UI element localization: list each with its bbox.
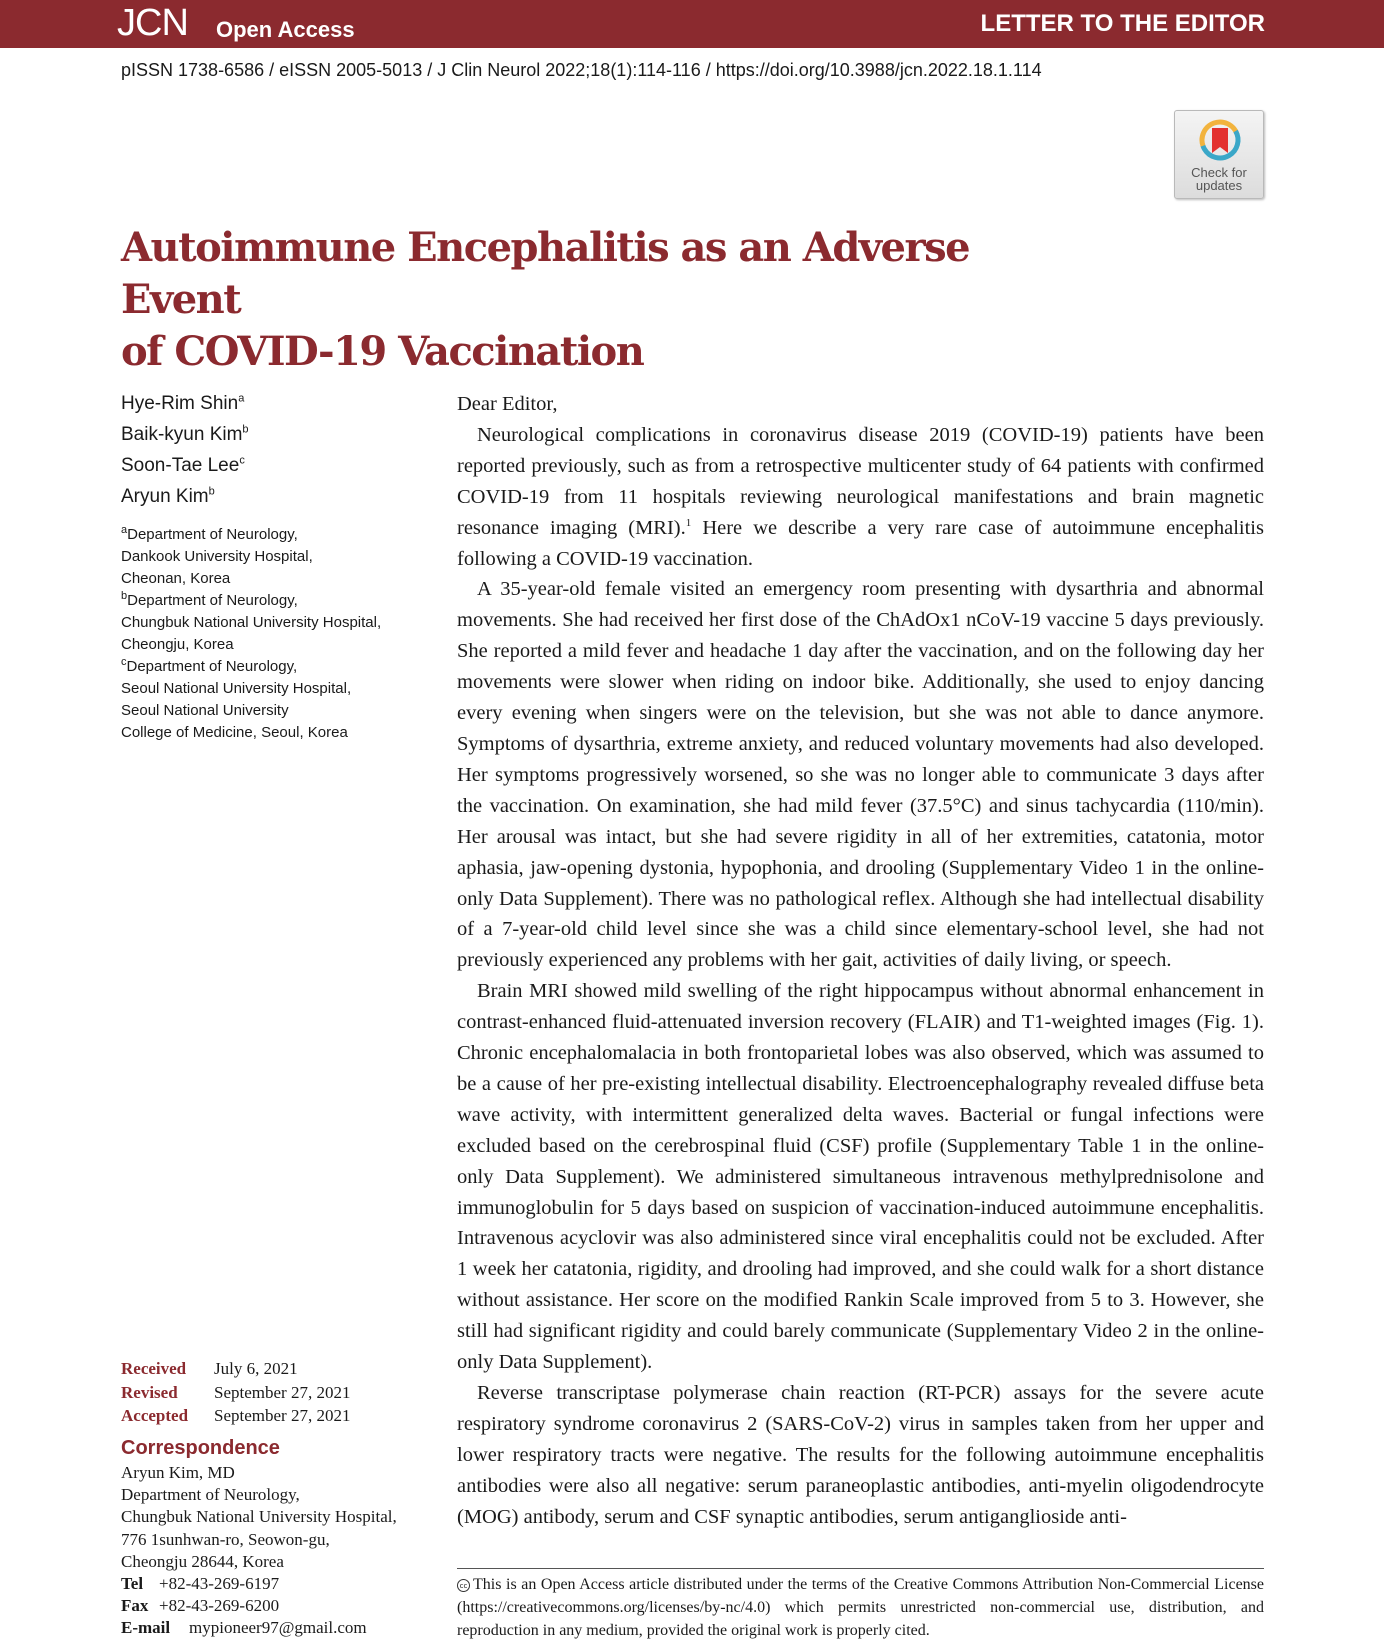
affiliation-line: Cheongju, Korea <box>121 636 234 653</box>
correspondence-block <box>121 1462 397 1640</box>
author-list <box>121 388 249 512</box>
affiliation-line: Seoul National University Hospital, <box>121 680 352 697</box>
author[interactable]: Hye-Rim Shin$^a$ <box>121 392 245 414</box>
correspondence-line: Cheongju 28644, Korea <box>121 1551 284 1571</box>
author[interactable]: Aryun Kim$^b$ <box>121 485 215 507</box>
salutation: Dear Editor, <box>457 393 558 415</box>
article-dates <box>121 1357 350 1428</box>
journal-header-bar <box>0 0 1384 48</box>
affiliation-line: $^b$Department of Neurology, <box>121 590 298 609</box>
correspondence-line: Aryun Kim, MD <box>121 1463 235 1482</box>
affiliation-line: Seoul National University <box>121 702 289 719</box>
body-paragraph: Reverse transcriptase polymerase chain reaction (RT-PCR) assays for the severe acute respiratory syndrome coronavirus 2 (SARS-CoV-2) virus in samples taken from her upper and lower respiratory tracts were negative. The results for the following autoimmune encephalitis antibodies were also all negative: serum paraneoplastic antibodies, anti-myelin oligodendrocyte (MOG) antibody, serum and CSF synaptic antibodies, serum antiganglioside anti- <box>457 1382 1264 1528</box>
affiliation-line: Chungbuk National University Hospital, <box>121 614 382 631</box>
date-received: Received July 6, 2021 <box>121 1359 298 1378</box>
affiliation-line: $^a$Department of Neurology, <box>121 524 298 543</box>
body-paragraph: Brain MRI showed mild swelling of the right hippocampus without abnormal enhancement in contrast-enhanced fluid-attenuated inversion recovery (FLAIR) and T1-weighted images (Fig. 1). Chronic encephalomalacia in both frontoparietal lobes was also observed, which was assumed to be a cause of her pre-existing intellectual disability. Electroencephalography revealed diffuse beta wave activity, with intermittent generalized delta waves. Bacterial or fungal infections were excluded based on the cerebrospinal fluid (CSF) profile (Supplementary Table 1 in the online-only Data Supplement). We administered simultaneous intravenous methylprednisolone and immunoglobulin for 5 days based on suspicion of vaccination-induced autoimmune encephalitis. Intravenous acyclovir was also administered since viral encephalitis could not be excluded. After 1 week her catatonia, rigidity, and drooling had improved, and she could walk for a short distance without assistance. Her score on the modified Rankin Scale improved from 5 to 3. However, she still had significant rigidity and could barely communicate (Supplementary Video 2 in the online-only Data Supplement). <box>457 980 1264 1374</box>
author[interactable]: Baik-kyun Kim$^b$ <box>121 423 249 445</box>
body-paragraph: A 35-year-old female visited an emergency room presenting with dysarthria and abnormal movements. She had received her first dose of the ChAdOx1 nCoV-19 vaccine 5 days previously. She reported a mild fever and headache 1 day after the vaccination, and on the following day her movements were slower when riding on indoor bike. Additionally, she used to enjoy dancing every evening when singers were on the television, but she was not able to dance anymore. Symptoms of dysarthria, extreme anxiety, and reduced voluntary movements had also developed. Her symptoms progressively worsened, so she was no longer able to communicate 3 days after the vaccination. On examination, she had mild fever (37.5°C) and sinus tachycardia (110/min). Her arousal was intact, but she had severe rigidity in all of her extremities, catatonia, motor aphasia, jaw-opening dystonia, hypophonia, and drooling (Supplementary Video 1 in the online-only Data Supplement). There was no pathological reflex. Although she had intellectual disability of a 7-year-old child level since she was a child since elementary-school level, she had not previously experienced any problems with her gait, activities of daily living, or speech. <box>457 578 1264 972</box>
affiliation-list <box>121 524 431 744</box>
open-access-label: Open Access <box>216 17 355 42</box>
correspondence-line: 776 1sunhwan-ro, Seowon-gu, <box>121 1529 330 1549</box>
affiliation-line: College of Medicine, Seoul, Korea <box>121 724 348 741</box>
check-for-updates-label: Check for updates <box>1191 165 1247 193</box>
correspondence-tel: Tel +82-43-269-6197 <box>121 1574 280 1594</box>
correspondence-email: E-mail mypioneer97@gmail.com <box>121 1618 367 1638</box>
journal-logo: JCN <box>117 2 188 44</box>
correspondence-heading: Correspondence <box>121 1437 280 1459</box>
date-revised: Revised September 27, 2021 <box>121 1382 351 1402</box>
article-section-label: LETTER TO THE EDITOR <box>980 10 1265 37</box>
email-link[interactable]: mypioneer97@gmail.com <box>189 1618 367 1638</box>
affiliation-line: $^c$Department of Neurology, <box>121 656 298 675</box>
reference-link[interactable]: 1 <box>685 516 692 529</box>
check-for-updates-button[interactable] <box>1174 110 1264 199</box>
article-body <box>457 389 1264 1533</box>
citation-line[interactable]: pISSN 1738-6586 / eISSN 2005-5013 / J Clin Neurol 2022;18(1):114-116 / https://doi.org/10.3988/jcn.2022.18.1.114 <box>121 60 1042 80</box>
crossmark-icon <box>1197 117 1243 163</box>
affiliation-line: Dankook University Hospital, <box>121 548 313 565</box>
body-paragraph: Neurological complications in coronavirus disease 2019 (COVID-19) patients have been reported previously, such as from a retrospective multicenter study of 64 patients with confirmed COVID-19 from 11 hospitals reviewing neurological manifestations and brain magnetic resonance imaging (MRI).$^1$ Here we describe a very rare case of autoimmune encephalitis following a COVID-19 vaccination. <box>457 423 1264 570</box>
author[interactable]: Soon-Tae Lee$^c$ <box>121 454 245 476</box>
correspondence-line: Chungbuk National University Hospital, <box>121 1507 397 1527</box>
affiliation-line: Cheonan, Korea <box>121 570 231 587</box>
article-title: Autoimmune Encephalitis as an Adverse Event of COVID-19 Vaccination <box>121 224 970 375</box>
correspondence-line: Department of Neurology, <box>121 1485 300 1505</box>
creative-commons-icon: cc <box>457 1579 470 1592</box>
license-footnote: cc This is an Open Access article distributed under the terms of the Creative Commons Attribution Non-Commercial License (https://creativecommons.org/licenses/by-nc/4.0) which permits unrestricted non-commercial use, distribution, and reproduction in any medium, provided the original work is properly cited. <box>457 1568 1264 1642</box>
date-accepted: Accepted September 27, 2021 <box>121 1406 351 1425</box>
correspondence-fax: Fax +82-43-269-6200 <box>121 1596 280 1616</box>
